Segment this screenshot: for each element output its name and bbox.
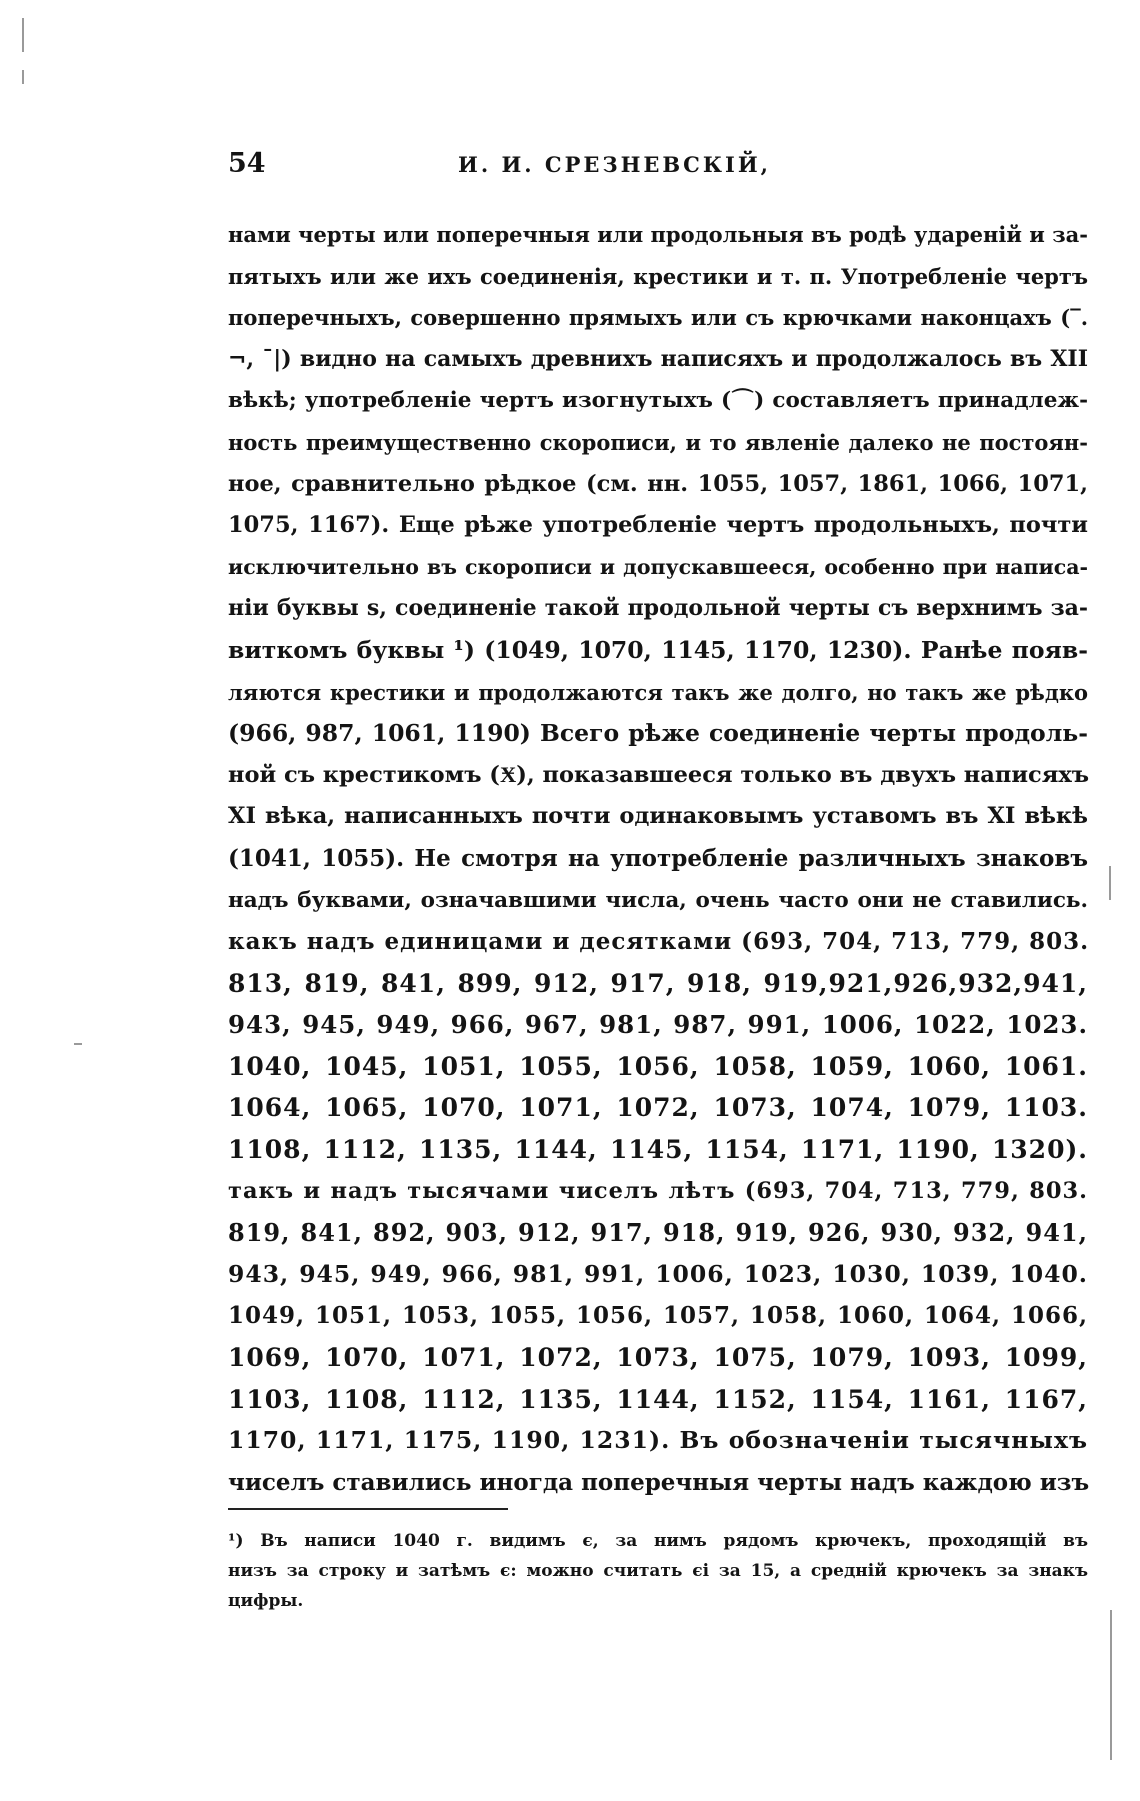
scan-margin-mark xyxy=(22,70,24,84)
body-line: чиселъ ставились иногда поперечныя черты надъ каждою изъ xyxy=(228,1468,1090,1496)
body-line: 1040, 1045, 1051, 1055, 1056, 1058, 1059, 1060, 1061. xyxy=(228,1051,1088,1081)
body-text xyxy=(228,214,1088,1503)
body-line: ной съ крестикомъ (Ӿ), показавшееся только въ двухъ написяхъ xyxy=(228,761,1089,788)
body-line: 1064, 1065, 1070, 1071, 1072, 1073, 1074, 1079, 1103. xyxy=(228,1093,1088,1123)
body-line: 943, 945, 949, 966, 967, 981, 987, 991, 1006, 1022, 1023. xyxy=(228,1010,1088,1040)
body-line: 813, 819, 841, 899, 912, 917, 918, 919,921,926,932,941, xyxy=(228,968,1088,998)
body-line: надъ буквами, означавшими числа, очень часто они не ставились. xyxy=(228,887,1088,913)
page-header xyxy=(228,148,1088,188)
body-line: ляются крестики и продолжаются такъ же долго, но такъ же рѣдко xyxy=(228,679,1088,705)
body-line: ность преимущественно скорописи, и то явленіе далеко не постоян- xyxy=(228,429,1088,455)
body-line: 1075, 1167). Еще рѣже употребленіе чертъ продольныхъ, почти xyxy=(228,512,1088,539)
footnote-line: ¹) Въ написи 1040 г. видимъ є, за нимъ рядомъ крючекъ, проходящій въ xyxy=(228,1531,1088,1551)
body-line: поперечныхъ, совершенно прямыхъ или съ крючками наконцахъ (‾. xyxy=(228,305,1088,331)
footnote xyxy=(228,1526,1088,1616)
body-line: ¬, ¯|) видно на самыхъ древнихъ написяхъ и продолжалось въ XII xyxy=(228,345,1088,372)
scan-margin-mark xyxy=(1109,866,1111,900)
body-line: 1170, 1171, 1175, 1190, 1231). Въ обозначеніи тысячныхъ xyxy=(228,1426,1088,1455)
page-number: 54 xyxy=(228,148,266,179)
body-line: виткомъ буквы ¹) (1049, 1070, 1145, 1170, 1230). Ранѣе появ- xyxy=(228,635,1088,664)
body-line: 819, 841, 892, 903, 912, 917, 918, 919, 926, 930, 932, 941, xyxy=(228,1218,1088,1248)
body-line: вѣкѣ; употребленіе чертъ изогнутыхъ (⌒) составляетъ принадлеж- xyxy=(228,388,1088,414)
running-head: И. И. СРЕЗНЕВСКІЙ, xyxy=(458,152,771,177)
body-line: XI вѣка, написанныхъ почти одинаковымъ уставомъ въ XI вѣкѣ xyxy=(228,803,1088,830)
body-line: 1049, 1051, 1053, 1055, 1056, 1057, 1058, 1060, 1064, 1066, xyxy=(228,1302,1088,1330)
body-line: 1108, 1112, 1135, 1144, 1145, 1154, 1171, 1190, 1320). xyxy=(228,1135,1088,1165)
body-line: 1069, 1070, 1071, 1072, 1073, 1075, 1079, 1093, 1099, xyxy=(228,1343,1088,1373)
body-line: какъ надъ единицами и десятками (693, 704, 713, 779, 803. xyxy=(228,928,1090,956)
body-line: ное, сравнительно рѣдкое (см. нн. 1055, 1057, 1861, 1066, 1071, xyxy=(228,470,1088,497)
body-line: 1103, 1108, 1112, 1135, 1144, 1152, 1154, 1161, 1167, xyxy=(228,1384,1088,1414)
body-line: пятыхъ или же ихъ соединенія, крестики и т. п. Употребленіе чертъ xyxy=(228,263,1088,289)
body-line: ніи буквы ѕ, соединеніе такой продольной черты съ верхнимъ за- xyxy=(228,595,1088,622)
body-line: (966, 987, 1061, 1190) Всего рѣже соединеніе черты продоль- xyxy=(228,719,1088,748)
footnote-line: цифры. xyxy=(228,1591,304,1611)
body-line: нами черты или поперечныя или продольныя въ родѣ удареній и за- xyxy=(228,222,1088,247)
body-line: 943, 945, 949, 966, 981, 991, 1006, 1023, 1030, 1039, 1040. xyxy=(228,1259,1088,1288)
body-line: исключительно въ скорописи и допускавшееся, особенно при написа- xyxy=(228,554,1088,579)
body-line: (1041, 1055). Не смотря на употребленіе различныхъ знаковъ xyxy=(228,844,1088,872)
scan-margin-mark xyxy=(22,18,24,52)
footnote-rule xyxy=(228,1508,508,1510)
scan-margin-mark xyxy=(74,1043,82,1045)
footnote-line: низъ за строку и затѣмъ ϵ: можно считать єі за 15, а средній крючекъ за знакъ xyxy=(228,1561,1088,1581)
scan-margin-mark xyxy=(1110,1610,1112,1760)
body-line: такъ и надъ тысячами чиселъ лѣтъ (693, 704, 713, 779, 803. xyxy=(228,1177,1088,1204)
